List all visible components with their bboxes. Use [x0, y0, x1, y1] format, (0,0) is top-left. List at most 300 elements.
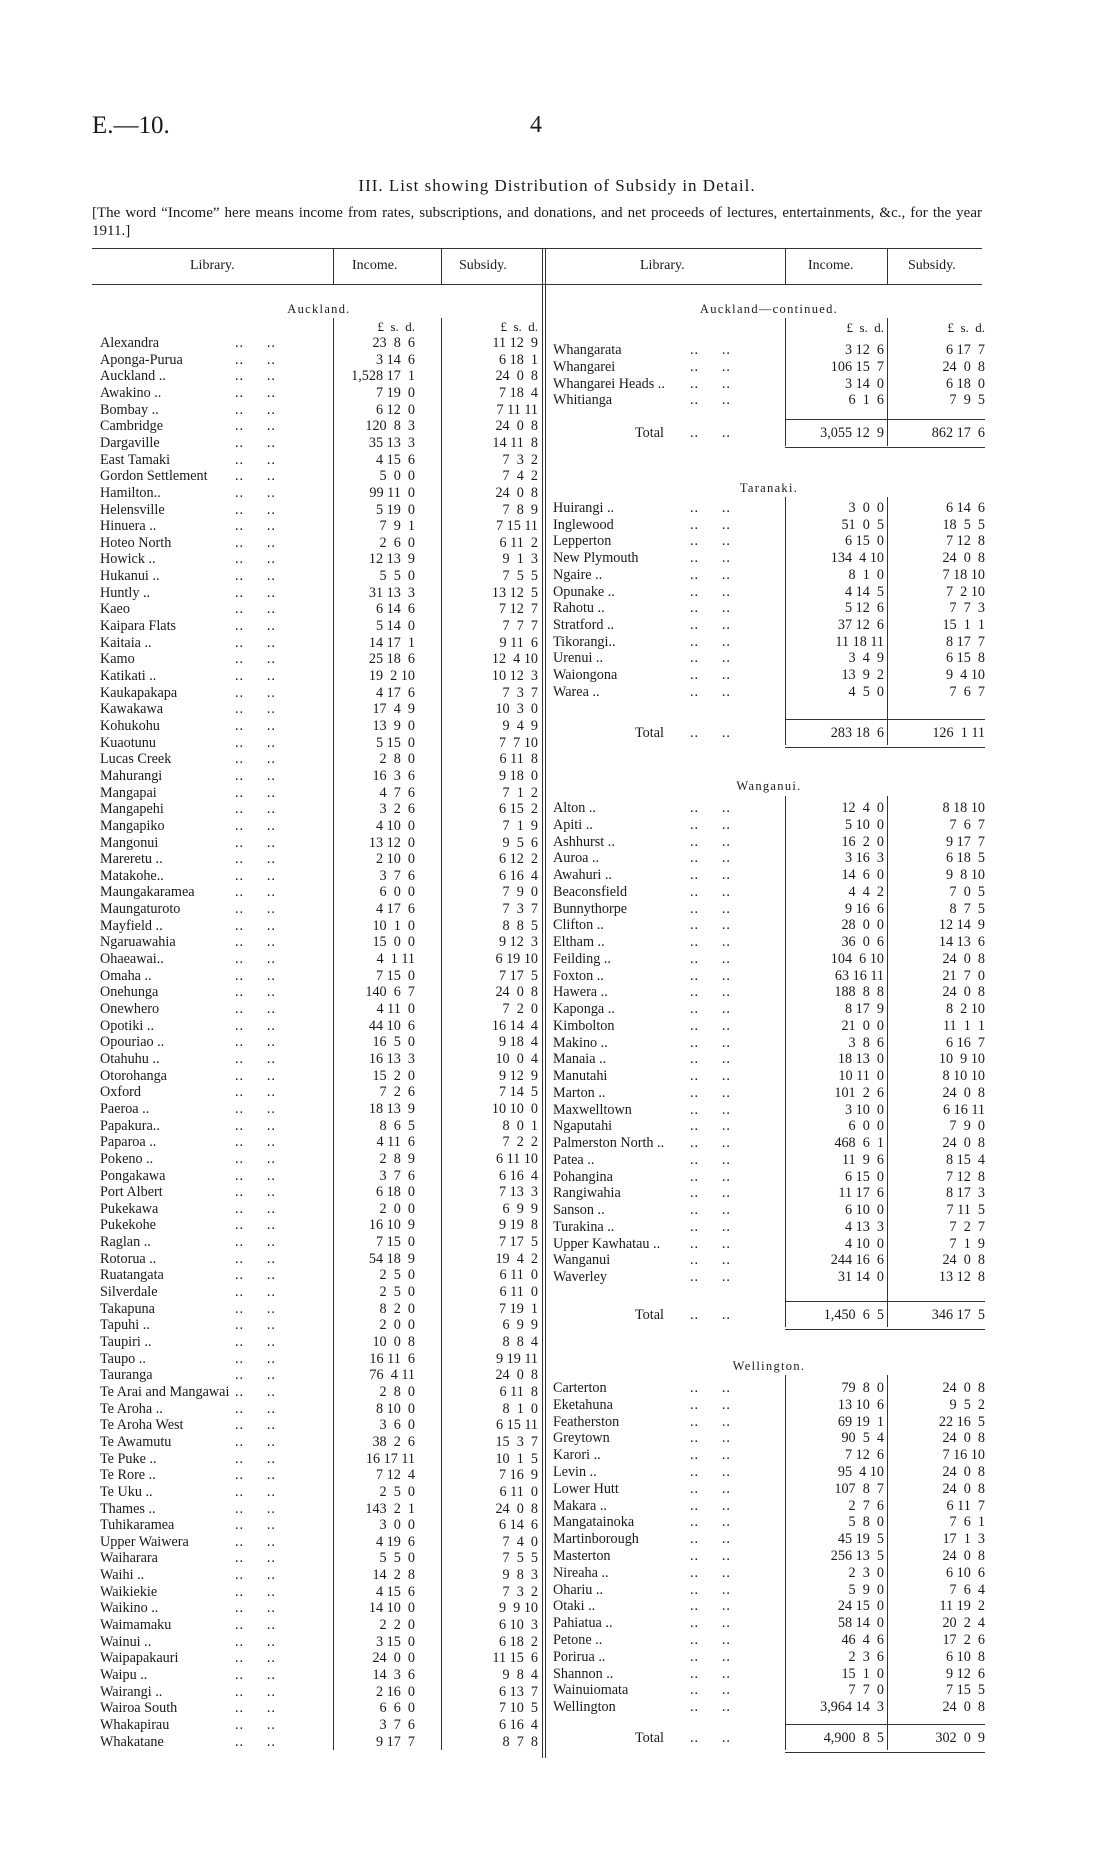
- subsidy-value: 6 10 6: [945, 1564, 985, 1581]
- library-name: Te Arai and Mangawai: [100, 1383, 230, 1400]
- library-name: Manutahi: [553, 1068, 608, 1084]
- leader-dots: .. ..: [235, 1500, 276, 1517]
- leader-dots: .. ..: [235, 1700, 276, 1717]
- income-value: 4 7 6: [379, 784, 415, 801]
- subsidy-value: 14 13 6: [938, 934, 985, 950]
- subsidy-value: 6 18 0: [945, 375, 985, 392]
- leader-dots: .. ..: [235, 418, 276, 435]
- total-label: Total: [635, 1307, 664, 1323]
- income-value: 7 15 0: [375, 1234, 415, 1251]
- income-value: 10 11 0: [838, 1068, 884, 1084]
- table-row: [0, 617, 1114, 634]
- table-row: [0, 359, 1114, 376]
- library-name: Maungaturoto: [100, 901, 181, 918]
- income-value: 7 2 6: [379, 1084, 415, 1101]
- leader-dots: .. ..: [235, 384, 276, 401]
- library-name: Mangapai: [100, 784, 157, 801]
- page-number: 4: [530, 112, 542, 138]
- library-name: Kohukohu: [100, 717, 160, 734]
- subsidy-value: 12 14 9: [938, 917, 985, 934]
- income-value: 14 17 1: [368, 634, 415, 651]
- income-value: 6 18 0: [375, 1184, 415, 1201]
- table-row: [0, 550, 1114, 567]
- subsidy-value: 24 0 8: [942, 1135, 985, 1151]
- table-row: [0, 600, 1114, 617]
- table-row: [0, 1219, 1114, 1236]
- subsidy-value: 7 2 0: [502, 1001, 538, 1017]
- subsidy-value: 7 4 2: [502, 468, 538, 485]
- table-row: [0, 1430, 1114, 1447]
- income-value: 143 2 1: [365, 1500, 415, 1517]
- leader-dots: .. ..: [235, 1467, 276, 1484]
- total-rule-bottom: [785, 1752, 985, 1753]
- table-row: [0, 634, 1114, 651]
- leader-dots: .. ..: [690, 1699, 731, 1716]
- page-title: III. List showing Distribution of Subsidy in Detail.: [358, 176, 756, 195]
- subsidy-value: 9 8 3: [502, 1567, 538, 1584]
- income-value: 1,528 17 1: [351, 368, 415, 385]
- subsidy-value: 9 18 4: [498, 1034, 538, 1051]
- library-name: Ngaputahi: [553, 1118, 613, 1135]
- income-value: 6 0 0: [848, 1118, 884, 1135]
- leader-dots: .. ..: [235, 784, 276, 801]
- leader-dots: .. ..: [235, 468, 276, 485]
- subsidy-value: 8 0 1: [502, 1117, 538, 1134]
- library-name: Silverdale: [100, 1284, 158, 1301]
- leader-dots: .. ..: [235, 1667, 276, 1683]
- income-value: 10 0 8: [372, 1334, 415, 1350]
- subsidy-value: 6 11 8: [499, 1383, 538, 1400]
- library-name: Te Aroha ..: [100, 1400, 163, 1417]
- table-row: [0, 917, 1114, 934]
- leader-dots: .. ..: [690, 950, 731, 967]
- table-row: [0, 1269, 1114, 1286]
- table-row: [0, 1185, 1114, 1202]
- leader-dots: .. ..: [690, 533, 731, 550]
- income-value: 6 15 0: [844, 533, 884, 550]
- table-row: [0, 1380, 1114, 1397]
- table-row: [0, 1035, 1114, 1052]
- library-name: Hinuera ..: [100, 518, 157, 535]
- library-name: Martinborough: [553, 1531, 639, 1548]
- subsidy-value: 24 0 8: [942, 1699, 985, 1716]
- leader-dots: .. ..: [235, 401, 276, 418]
- income-value: 13 9 2: [841, 667, 884, 683]
- subsidy-value: 8 17 7: [945, 633, 985, 650]
- leader-dots: .. ..: [235, 867, 276, 884]
- income-value: 90 5 4: [841, 1430, 884, 1447]
- leader-dots: .. ..: [690, 816, 731, 833]
- library-name: Kaeo: [100, 601, 130, 618]
- subsidy-value: 9 11 6: [499, 634, 538, 651]
- leader-dots: .. ..: [690, 1598, 731, 1615]
- subsidy-value: 24 0 8: [495, 484, 538, 501]
- total-subsidy: 126 1 11: [932, 725, 985, 741]
- income-value: 15 2 0: [372, 1067, 415, 1084]
- subsidy-value: 24 0 8: [942, 950, 985, 967]
- library-name: Thames ..: [100, 1500, 156, 1517]
- library-name: Wainuiomata: [553, 1682, 629, 1699]
- leader-dots: .. ..: [235, 1100, 276, 1117]
- subsidy-value: 9 5 2: [949, 1396, 985, 1413]
- library-name: Huntly ..: [100, 584, 151, 601]
- library-name: Pohangina: [553, 1168, 613, 1185]
- income-value: 2 10 0: [375, 851, 415, 868]
- income-value: 4 13 3: [844, 1218, 884, 1235]
- income-value: 63 16 11: [834, 967, 884, 984]
- subsidy-value: 24 0 8: [942, 1430, 985, 1447]
- subsidy-value: 9 12 6: [945, 1665, 985, 1682]
- subsidy-value: 7 11 11: [496, 401, 538, 418]
- library-name: Lepperton: [553, 533, 612, 550]
- leader-dots: .. ..: [235, 1433, 276, 1450]
- library-name: Beaconsfield: [553, 883, 628, 900]
- total-row: [0, 1307, 1114, 1324]
- income-value: 4 10 0: [844, 1235, 884, 1252]
- leader-dots: .. ..: [235, 767, 276, 784]
- leader-dots: .. ..: [235, 601, 276, 618]
- table-row: [0, 684, 1114, 701]
- header-subsidy-left: Subsidy.: [459, 258, 507, 273]
- income-value: 16 17 11: [365, 1450, 415, 1467]
- total-subsidy: 862 17 6: [931, 425, 985, 441]
- subsidy-value: 7 10 5: [498, 1700, 538, 1717]
- leader-dots: .. ..: [690, 900, 731, 917]
- income-value: 31 13 3: [368, 584, 415, 601]
- leader-dots: .. ..: [690, 800, 731, 816]
- library-name: Hawera ..: [553, 984, 608, 1001]
- money-header-income: £ s. d.: [377, 319, 415, 334]
- income-value: 6 10 0: [844, 1202, 884, 1218]
- subsidy-value: 6 11 8: [499, 751, 538, 768]
- income-value: 4 11 0: [376, 1001, 415, 1017]
- income-value: 5 12 6: [844, 600, 884, 617]
- leader-dots: .. ..: [690, 1001, 731, 1017]
- leader-dots: .. ..: [235, 1650, 276, 1667]
- library-name: Levin ..: [553, 1464, 597, 1480]
- subsidy-value: 10 12 3: [491, 668, 538, 684]
- subsidy-value: 7 15 11: [495, 518, 538, 535]
- library-name: Awahuri ..: [553, 867, 612, 883]
- income-value: 3 0 0: [848, 500, 884, 516]
- income-value: 10 1 0: [372, 917, 415, 934]
- subsidy-value: 7 12 8: [945, 533, 985, 550]
- subsidy-value: 7 9 0: [949, 1118, 985, 1135]
- library-name: Gordon Settlement: [100, 468, 208, 485]
- leader-dots: .. ..: [690, 850, 731, 867]
- income-value: 14 10 0: [368, 1600, 415, 1617]
- subsidy-value: 6 14 6: [498, 1517, 538, 1534]
- leader-dots: .. ..: [235, 1317, 276, 1334]
- library-name: Mangatainoka: [553, 1514, 635, 1531]
- library-name: Porirua ..: [553, 1648, 606, 1665]
- table-top-rule: [92, 248, 982, 249]
- income-value: 2 5 0: [379, 1483, 415, 1500]
- table-row: [0, 1334, 1114, 1351]
- leader-dots: .. ..: [235, 1567, 276, 1584]
- leader-dots: .. ..: [235, 1117, 276, 1134]
- subsidy-value: 8 2 10: [945, 1001, 985, 1017]
- section-heading: Taranaki.: [739, 481, 799, 495]
- library-name: Clifton ..: [553, 917, 604, 934]
- library-name: Waiharara: [100, 1550, 158, 1567]
- income-value: 4 15 6: [375, 451, 415, 468]
- subsidy-value: 7 1 2: [502, 784, 538, 801]
- leader-dots: .. ..: [690, 917, 731, 934]
- leader-dots: .. ..: [235, 684, 276, 701]
- library-name: Rahotu ..: [553, 600, 605, 617]
- library-name: Bombay ..: [100, 401, 159, 418]
- leader-dots: .. ..: [235, 1583, 276, 1600]
- subsidy-value: 7 7 7: [502, 618, 538, 635]
- library-name: Karori ..: [553, 1447, 601, 1464]
- income-value: 468 6 1: [834, 1135, 884, 1151]
- library-name: Mahurangi: [100, 767, 163, 784]
- subsidy-value: 9 12 3: [498, 934, 538, 951]
- income-value: 3 14 6: [375, 351, 415, 368]
- subsidy-value: 6 11 2: [499, 534, 538, 551]
- leader-dots: .. ..: [690, 1682, 731, 1699]
- subsidy-value: 7 9 5: [949, 392, 985, 409]
- total-row: [0, 1730, 1114, 1747]
- total-row: [0, 725, 1114, 742]
- income-value: 13 12 0: [368, 834, 415, 851]
- library-name: Waiongona: [553, 667, 618, 683]
- income-value: 35 13 3: [368, 434, 415, 451]
- library-name: Rangiwahia: [553, 1185, 621, 1202]
- leader-dots: .. ..: [235, 851, 276, 868]
- income-value: 99 11 0: [369, 484, 415, 501]
- library-name: Auckland ..: [100, 368, 166, 385]
- table-row: [0, 901, 1114, 918]
- income-value: 16 2 0: [841, 833, 884, 850]
- subsidy-value: 7 6 7: [949, 683, 985, 700]
- subsidy-value: 11 15 6: [492, 1650, 538, 1667]
- library-name: Kaukapakapa: [100, 684, 178, 701]
- table-row: [0, 1102, 1114, 1119]
- library-name: Alexandra: [100, 335, 160, 351]
- table-row: [0, 1649, 1114, 1666]
- subsidy-value: 9 12 9: [498, 1067, 538, 1084]
- subsidy-value: 6 19 10: [495, 951, 538, 968]
- income-value: 5 15 0: [375, 734, 415, 751]
- subsidy-value: 7 3 7: [502, 684, 538, 701]
- subsidy-value: 7 1 9: [949, 1235, 985, 1252]
- income-value: 5 0 0: [379, 468, 415, 485]
- subsidy-value: 19 4 2: [495, 1250, 538, 1267]
- leader-dots: .. ..: [690, 1307, 731, 1323]
- leader-dots: .. ..: [235, 751, 276, 768]
- library-name: Whakatane: [100, 1733, 164, 1750]
- leader-dots: .. ..: [235, 1483, 276, 1500]
- table-row: [0, 951, 1114, 968]
- leader-dots: .. ..: [690, 1514, 731, 1531]
- income-value: 69 19 1: [837, 1413, 884, 1430]
- income-value: 2 2 0: [379, 1617, 415, 1634]
- leader-dots: .. ..: [690, 1202, 731, 1218]
- library-name: Ashhurst ..: [553, 833, 615, 850]
- library-name: Whakapirau: [100, 1716, 170, 1733]
- total-subsidy: 302 0 9: [935, 1730, 985, 1746]
- income-value: 5 10 0: [844, 816, 884, 833]
- leader-dots: .. ..: [690, 616, 731, 633]
- library-name: Nireaha ..: [553, 1564, 609, 1581]
- subsidy-value: 7 3 2: [502, 451, 538, 468]
- leader-dots: .. ..: [235, 568, 276, 585]
- table-row: [0, 867, 1114, 884]
- income-value: 4 17 6: [375, 684, 415, 701]
- subsidy-value: 13 12 5: [491, 584, 538, 601]
- leader-dots: .. ..: [690, 1269, 731, 1285]
- library-name: Masterton: [553, 1548, 611, 1564]
- table-row: [0, 1118, 1114, 1135]
- table-row: [0, 1548, 1114, 1565]
- table-row: [0, 1699, 1114, 1716]
- income-value: 14 3 6: [372, 1667, 415, 1683]
- leader-dots: .. ..: [690, 633, 731, 650]
- leader-dots: .. ..: [235, 1134, 276, 1151]
- table-row: [0, 650, 1114, 667]
- total-income: 1,450 6 5: [823, 1307, 884, 1323]
- table-row: [0, 1514, 1114, 1531]
- library-name: Tapuhi ..: [100, 1317, 150, 1334]
- leader-dots: .. ..: [235, 984, 276, 1001]
- income-value: 101 2 6: [834, 1084, 884, 1101]
- table-row: [0, 376, 1114, 393]
- subsidy-value: 24 0 8: [495, 984, 538, 1001]
- table-row: [0, 567, 1114, 584]
- income-value: 3 7 6: [379, 1716, 415, 1733]
- total-income: 4,900 8 5: [823, 1730, 884, 1746]
- leader-dots: .. ..: [235, 1284, 276, 1301]
- leader-dots: .. ..: [690, 1480, 731, 1497]
- library-name: Kawakawa: [100, 701, 164, 718]
- leader-dots: .. ..: [235, 1633, 276, 1650]
- total-rule-top: [785, 1301, 985, 1302]
- subsidy-value: 9 8 10: [945, 867, 985, 883]
- income-value: 8 6 5: [379, 1117, 415, 1134]
- income-value: 12 4 0: [841, 800, 884, 816]
- library-name: Wairoa South: [100, 1700, 178, 1717]
- library-name: Kuaotunu: [100, 734, 156, 751]
- subsidy-value: 7 17 5: [498, 1234, 538, 1251]
- subsidy-value: 8 8 4: [502, 1334, 538, 1350]
- table-row: [0, 533, 1114, 550]
- subsidy-value: 13 12 8: [938, 1269, 985, 1285]
- table-row: [0, 1169, 1114, 1186]
- leader-dots: .. ..: [690, 1084, 731, 1101]
- leader-dots: .. ..: [690, 375, 731, 392]
- leader-dots: .. ..: [690, 1665, 731, 1682]
- leader-dots: .. ..: [690, 1218, 731, 1235]
- library-name: Port Albert: [100, 1184, 163, 1201]
- leader-dots: .. ..: [690, 583, 731, 600]
- leader-dots: .. ..: [235, 1350, 276, 1367]
- leader-dots: .. ..: [235, 618, 276, 635]
- income-value: 3 15 0: [375, 1633, 415, 1650]
- library-name: Onehunga: [100, 984, 159, 1001]
- subsidy-value: 7 14 5: [498, 1084, 538, 1101]
- total-row: [0, 425, 1114, 442]
- library-name: Shannon ..: [553, 1665, 614, 1682]
- table-row: [0, 1598, 1114, 1615]
- library-name: Whangarata: [553, 342, 622, 358]
- leader-dots: .. ..: [235, 1450, 276, 1467]
- income-value: 11 18 11: [835, 633, 884, 650]
- subsidy-value: 7 6 7: [949, 816, 985, 833]
- leader-dots: .. ..: [235, 1334, 276, 1350]
- leader-dots: .. ..: [690, 566, 731, 583]
- leader-dots: .. ..: [235, 934, 276, 951]
- leader-dots: .. ..: [690, 392, 731, 409]
- subsidy-value: 6 11 0: [499, 1483, 538, 1500]
- income-value: 6 6 0: [379, 1700, 415, 1717]
- income-value: 140 6 7: [365, 984, 415, 1001]
- leader-dots: .. ..: [235, 1017, 276, 1034]
- leader-dots: .. ..: [235, 434, 276, 451]
- leader-dots: .. ..: [690, 1396, 731, 1413]
- income-value: 44 10 6: [368, 1017, 415, 1034]
- leader-dots: .. ..: [690, 425, 731, 441]
- income-value: 13 9 0: [372, 717, 415, 734]
- income-value: 11 17 6: [838, 1185, 884, 1202]
- library-name: Patea ..: [553, 1151, 595, 1168]
- subsidy-value: 6 13 7: [498, 1683, 538, 1700]
- library-name: Matakohe..: [100, 867, 164, 884]
- subsidy-value: 12 4 10: [491, 651, 538, 668]
- leader-dots: .. ..: [690, 1447, 731, 1464]
- leader-dots: .. ..: [235, 1250, 276, 1267]
- income-value: 4 19 6: [375, 1533, 415, 1550]
- income-value: 8 2 0: [379, 1300, 415, 1317]
- leader-dots: .. ..: [235, 668, 276, 684]
- income-value: 9 17 7: [375, 1733, 415, 1750]
- income-value: 6 0 0: [379, 884, 415, 901]
- library-name: Ngaruawahia: [100, 934, 176, 951]
- table-row: [0, 1397, 1114, 1414]
- income-value: 5 9 0: [848, 1581, 884, 1598]
- income-value: 28 0 0: [841, 917, 884, 934]
- leader-dots: .. ..: [235, 451, 276, 468]
- subsidy-value: 11 12 9: [492, 335, 538, 351]
- income-value: 8 10 0: [375, 1400, 415, 1417]
- income-value: 3 7 6: [379, 867, 415, 884]
- library-name: Kamo: [100, 651, 135, 668]
- income-value: 3 7 6: [379, 1167, 415, 1184]
- library-name: Wanganui: [553, 1252, 611, 1269]
- subsidy-value: 24 0 8: [942, 1252, 985, 1269]
- leader-dots: .. ..: [235, 1167, 276, 1184]
- library-name: Katikati ..: [100, 668, 157, 684]
- library-name: Onewhero: [100, 1001, 160, 1017]
- income-value: 2 8 9: [379, 1150, 415, 1167]
- library-name: Palmerston North ..: [553, 1135, 665, 1151]
- leader-dots: .. ..: [235, 901, 276, 918]
- subsidy-value: 24 0 8: [495, 1367, 538, 1384]
- income-value: 4 1 11: [376, 951, 415, 968]
- section-heading: Wanganui.: [736, 779, 802, 793]
- income-value: 76 4 11: [369, 1367, 415, 1384]
- subsidy-value: 24 0 8: [942, 1548, 985, 1564]
- income-value: 120 8 3: [365, 418, 415, 435]
- subsidy-value: 10 9 10: [938, 1051, 985, 1068]
- subsidy-value: 7 12 7: [498, 601, 538, 618]
- leader-dots: .. ..: [690, 1017, 731, 1034]
- library-name: Otaki ..: [553, 1598, 596, 1615]
- header-divider: [441, 248, 442, 284]
- section-heading: Wellington.: [732, 1359, 806, 1373]
- subsidy-value: 6 14 6: [945, 500, 985, 516]
